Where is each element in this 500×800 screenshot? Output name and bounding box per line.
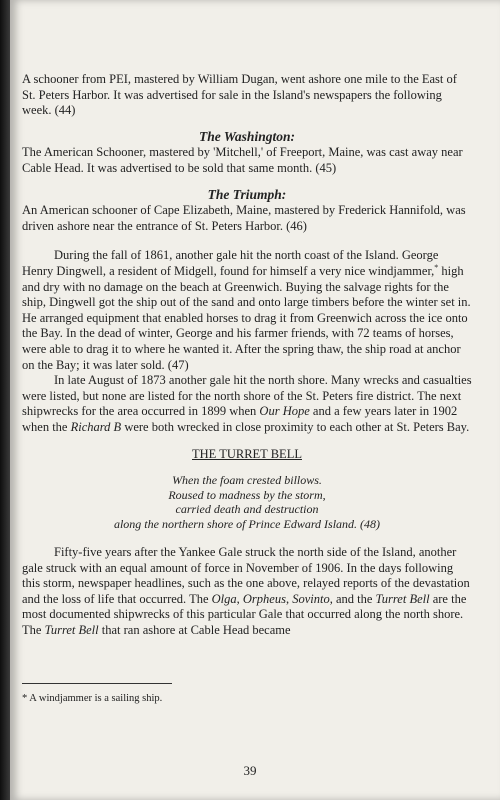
ship-description: An American schooner of Cape Elizabeth, Maine, mastered by Frederick Hannifold, was driven ashore near the entrance of St. Peters Harbor. (46)	[22, 203, 466, 233]
page-body	[22, 72, 472, 639]
ship-title: The Washington:	[199, 128, 295, 144]
ship-name: Orpheus	[242, 591, 286, 606]
footnote-marker: *	[434, 262, 439, 272]
ship-entry-triumph	[22, 187, 472, 235]
ship-name: Turret Bell	[375, 591, 430, 606]
ship-name: Our Hope	[259, 404, 310, 419]
text-run: and a few years later in 1902 when the	[22, 404, 458, 434]
poem-line: Roused to madness by the storm,	[168, 487, 326, 502]
text-run: high and dry with no damage on the beach at Greenwich. Buying the salvage rights for the ship, Dingwell got the ship out of the sand and onto large timbers before the winter set in. He arranged equipment that enabled horses to drag it from Greenwich across the ice onto the Bay. In the dead of winter, George and his farmer friends, with 72 teams of horses, were able to drag it to where he wanted it. After the spring thaw, the ship road at anchor on the Bay; it was later sold. (47)	[22, 263, 471, 372]
ship-description: The American Schooner, mastered by 'Mitchell,' of Freeport, Maine, was cast away near Cable Head. It was advertised to be sold that same month. (45)	[22, 145, 463, 175]
intro-paragraph: A schooner from PEI, mastered by William Dugan, went ashore one mile to the East of St. Peters Harbor. It was advertised for sale in the Island's newspapers the following week. (44)	[22, 72, 457, 118]
gale-1861-paragraph	[22, 248, 472, 373]
poem-epigraph	[22, 473, 472, 531]
ship-name: Olga	[211, 591, 237, 606]
text-run: Fifty-five years after the Yankee Gale struck the north side of the Island, another gale struck with an equal amount of force in November of 1906. In the days following this storm, newspaper headlines, such as the one above, relayed reports of the devastation and the loss of life that occurred. The	[22, 545, 470, 606]
text-run: , and the	[329, 591, 376, 606]
page-number: 39	[243, 763, 257, 778]
ship-title: The Triumph:	[207, 186, 287, 202]
text-run: During the fall of 1861, another gale hit the north coast of the Island. George Henry Dingwell, a resident of Midgell, found for himself a very nice windjammer,	[22, 248, 439, 278]
footnote-text: A windjammer is a sailing ship.	[27, 693, 163, 704]
footnote-divider	[22, 683, 172, 684]
poem-line: When the foam crested billows.	[172, 473, 322, 488]
ship-name: Turret Bell	[44, 623, 99, 638]
text-run: In late August of 1873 another gale hit the north shore. Many wrecks and casualties were listed, but none are listed for the north shore of the St. Peters fire district. The next shipwrecks for the area occurred in 1899 when	[22, 373, 472, 419]
ship-name: Sovinto	[292, 591, 330, 606]
text-run: ,	[285, 591, 293, 606]
poem-line: carried death and destruction	[175, 502, 319, 517]
book-spine-shadow	[0, 0, 10, 800]
text-run: ,	[236, 591, 243, 606]
turret-bell-paragraph	[22, 545, 472, 639]
poem-line: along the northern shore of Prince Edward Island. (48)	[113, 516, 381, 531]
ship-name: Richard B	[70, 419, 122, 434]
text-run: are the most documented shipwrecks of this particular Gale that occurred along the north shore. The	[22, 591, 467, 638]
text-run: that ran ashore at Cable Head became	[98, 623, 291, 638]
section-heading: THE TURRET BELL	[192, 447, 302, 462]
text-run: were both wrecked in close proximity to each other at St. Peters Bay.	[121, 419, 470, 434]
ship-entry-washington	[22, 129, 472, 177]
gale-1873-paragraph	[22, 373, 472, 435]
footnote-marker: *	[22, 693, 28, 704]
footnote	[22, 693, 322, 704]
